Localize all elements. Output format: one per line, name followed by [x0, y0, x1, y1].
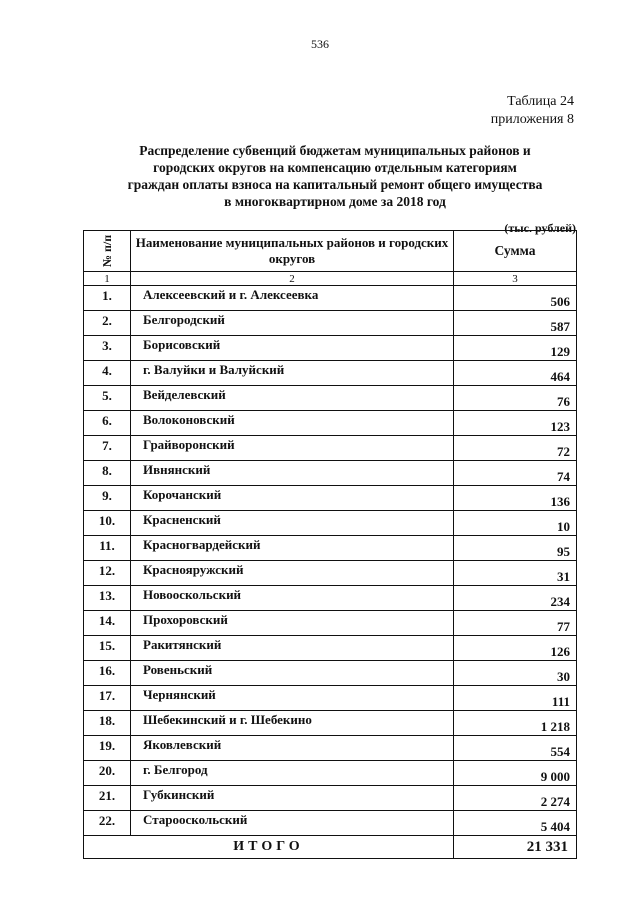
row-number: 18.	[84, 711, 131, 736]
table-row	[84, 686, 577, 711]
row-name: Волоконовский	[131, 411, 454, 436]
row-number: 16.	[84, 661, 131, 686]
row-number: 2.	[84, 311, 131, 336]
row-sum: 136	[454, 486, 577, 511]
row-number: 21.	[84, 786, 131, 811]
row-number: 8.	[84, 461, 131, 486]
units-label: (тыс. рублей)	[504, 221, 576, 235]
row-number: 11.	[84, 536, 131, 561]
row-name: Прохоровский	[131, 611, 454, 636]
table-row	[84, 811, 577, 836]
row-sum: 77	[454, 611, 577, 636]
subvention-table	[83, 230, 577, 859]
title-line1: Распределение субвенций бюджетам муниципальных районов и	[139, 143, 531, 158]
row-name: Красненский	[131, 511, 454, 536]
row-name: Ракитянский	[131, 636, 454, 661]
row-name: Белгородский	[131, 311, 454, 336]
column-header-name: Наименование муниципальных районов и городских округов	[131, 231, 454, 272]
row-sum: 126	[454, 636, 577, 661]
row-name: Алексеевский и г. Алексеевка	[131, 286, 454, 311]
row-sum: 95	[454, 536, 577, 561]
row-name: Ровеньский	[131, 661, 454, 686]
table-row	[84, 661, 577, 686]
row-sum: 587	[454, 311, 577, 336]
row-number: 13.	[84, 586, 131, 611]
row-sum: 234	[454, 586, 577, 611]
row-number: 6.	[84, 411, 131, 436]
table-row	[84, 311, 577, 336]
page-number: 536	[311, 37, 329, 51]
row-sum: 129	[454, 336, 577, 361]
row-sum: 111	[454, 686, 577, 711]
table-header-row	[84, 231, 577, 272]
table-row	[84, 436, 577, 461]
table-row	[84, 736, 577, 761]
total-label: ИТОГО	[84, 836, 454, 859]
table-row	[84, 411, 577, 436]
row-name: Чернянский	[131, 686, 454, 711]
row-sum: 10	[454, 511, 577, 536]
table-row	[84, 611, 577, 636]
column-index-1: 1	[84, 272, 131, 286]
row-sum: 2 274	[454, 786, 577, 811]
table-row	[84, 511, 577, 536]
table-ref-line2: приложения 8	[490, 112, 574, 127]
row-name: г. Белгород	[131, 761, 454, 786]
row-number: 14.	[84, 611, 131, 636]
table-row	[84, 386, 577, 411]
row-sum: 31	[454, 561, 577, 586]
table-ref-line1: Таблица 24	[507, 94, 574, 109]
row-name: Старооскольский	[131, 811, 454, 836]
row-number: 17.	[84, 686, 131, 711]
row-number: 22.	[84, 811, 131, 836]
table-row	[84, 286, 577, 311]
row-name: Ивнянский	[131, 461, 454, 486]
column-index-3: 3	[454, 272, 577, 286]
row-sum: 30	[454, 661, 577, 686]
row-sum: 1 218	[454, 711, 577, 736]
row-name: Краснояружский	[131, 561, 454, 586]
row-number: 4.	[84, 361, 131, 386]
row-number: 10.	[84, 511, 131, 536]
row-number: 3.	[84, 336, 131, 361]
table-row	[84, 461, 577, 486]
row-number: 1.	[84, 286, 131, 311]
title-line4: в многоквартирном доме за 2018 год	[224, 194, 446, 209]
table-row	[84, 561, 577, 586]
column-header-number-label: № п/п	[100, 234, 114, 268]
column-header-number	[84, 231, 131, 272]
row-name: Вейделевский	[131, 386, 454, 411]
column-header-sum: Сумма	[454, 231, 577, 272]
table-row	[84, 361, 577, 386]
row-number: 19.	[84, 736, 131, 761]
row-sum: 464	[454, 361, 577, 386]
column-index-2: 2	[131, 272, 454, 286]
total-sum: 21 331	[454, 836, 577, 859]
row-sum: 9 000	[454, 761, 577, 786]
title-line3: граждан оплаты взноса на капитальный ремонт общего имущества	[127, 177, 543, 192]
column-index-row	[84, 272, 577, 286]
table-row	[84, 586, 577, 611]
row-name: Яковлевский	[131, 736, 454, 761]
row-number: 7.	[84, 436, 131, 461]
row-sum: 72	[454, 436, 577, 461]
table-row	[84, 636, 577, 661]
table-row	[84, 711, 577, 736]
row-name: Грайворонский	[131, 436, 454, 461]
title-line2: городских округов на компенсацию отдельным категориям	[153, 160, 517, 175]
row-name: Губкинский	[131, 786, 454, 811]
table-row	[84, 761, 577, 786]
row-number: 20.	[84, 761, 131, 786]
row-sum: 554	[454, 736, 577, 761]
row-name: Борисовский	[131, 336, 454, 361]
row-name: Корочанский	[131, 486, 454, 511]
row-number: 12.	[84, 561, 131, 586]
table-reference	[491, 93, 574, 129]
row-number: 15.	[84, 636, 131, 661]
row-name: Красногвардейский	[131, 536, 454, 561]
row-sum: 5 404	[454, 811, 577, 836]
row-name: Новооскольский	[131, 586, 454, 611]
row-sum: 506	[454, 286, 577, 311]
row-name: Шебекинский и г. Шебекино	[131, 711, 454, 736]
row-number: 9.	[84, 486, 131, 511]
row-number: 5.	[84, 386, 131, 411]
table-row	[84, 536, 577, 561]
document-title	[100, 142, 570, 210]
table-row	[84, 786, 577, 811]
row-sum: 123	[454, 411, 577, 436]
table-row	[84, 336, 577, 361]
row-sum: 74	[454, 461, 577, 486]
row-name: г. Валуйки и Валуйский	[131, 361, 454, 386]
table-row	[84, 486, 577, 511]
row-sum: 76	[454, 386, 577, 411]
total-row	[84, 836, 577, 859]
table-body	[84, 286, 577, 836]
